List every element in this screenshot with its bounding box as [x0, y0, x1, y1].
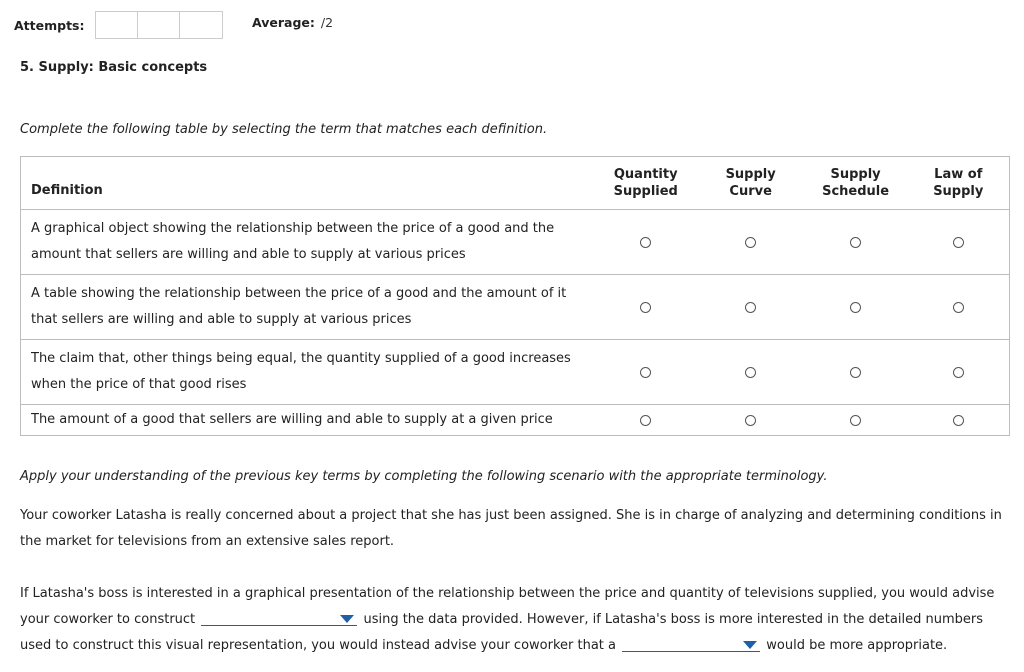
radio-button[interactable]	[640, 237, 651, 248]
radio-button[interactable]	[953, 302, 964, 313]
scenario-text: would be more appropriate.	[766, 638, 948, 653]
column-header-quantity-supplied	[594, 157, 698, 210]
average-value: /2	[320, 15, 334, 30]
radio-button[interactable]	[640, 367, 651, 378]
definition-table	[20, 156, 1010, 436]
table-row	[21, 340, 1010, 405]
column-header-line: Quantity	[613, 167, 678, 182]
attempt-box	[96, 12, 138, 38]
radio-button[interactable]	[745, 415, 756, 426]
average-label: Average:	[252, 15, 315, 30]
table-row	[21, 275, 1010, 340]
column-header-line: Supply	[725, 167, 776, 182]
term-dropdown-1[interactable]	[201, 611, 357, 626]
column-header-line: Schedule	[822, 184, 890, 199]
scenario-fill-in-paragraph	[20, 581, 1015, 659]
radio-button[interactable]	[953, 367, 964, 378]
radio-button[interactable]	[953, 237, 964, 248]
table-header-row	[21, 157, 1010, 210]
column-header-law-of-supply	[908, 157, 1010, 210]
table-row	[21, 210, 1010, 275]
radio-button[interactable]	[640, 415, 651, 426]
radio-button[interactable]	[640, 302, 651, 313]
definition-text: The claim that, other things being equal, the quantity supplied of a good increases when the price of that good rises	[21, 340, 594, 405]
column-header-line: Supplied	[613, 184, 678, 199]
attempt-box	[180, 12, 222, 38]
radio-button[interactable]	[745, 367, 756, 378]
column-header-supply-curve	[698, 157, 804, 210]
table-instruction: Complete the following table by selecting the term that matches each definition.	[20, 122, 548, 137]
attempt-box	[138, 12, 180, 38]
definition-text: The amount of a good that sellers are willing and able to supply at a given price	[21, 405, 594, 436]
attempt-boxes	[95, 11, 223, 39]
column-header-line: Supply	[830, 167, 881, 182]
scenario-paragraph: Your coworker Latasha is really concerned about a project that she has just been assigned. She is in charge of analyzing and determining conditions in the market for televisions from an extensive sales report.	[20, 508, 1002, 549]
scenario-text: using the data provided. However, if Latasha's boss is more interested in the detailed numbers used to construct this visual representation, you would instead advise your coworker that a	[20, 612, 983, 653]
column-header-line: Supply	[933, 184, 984, 199]
radio-button[interactable]	[850, 302, 861, 313]
column-header-line: Law of	[934, 167, 983, 182]
question-title: 5. Supply: Basic concepts	[20, 60, 208, 75]
column-header-supply-schedule	[804, 157, 908, 210]
radio-button[interactable]	[745, 302, 756, 313]
column-header-line: Curve	[729, 184, 772, 199]
attempts-label: Attempts:	[14, 17, 85, 33]
term-dropdown-2[interactable]	[622, 637, 760, 652]
radio-button[interactable]	[850, 367, 861, 378]
radio-button[interactable]	[850, 237, 861, 248]
caret-down-icon	[743, 641, 757, 649]
average	[252, 15, 333, 30]
attempts-row	[14, 13, 223, 37]
caret-down-icon	[340, 615, 354, 623]
definition-text: A table showing the relationship between the price of a good and the amount of it that sellers are willing and able to supply at various prices	[21, 275, 594, 340]
radio-button[interactable]	[745, 237, 756, 248]
radio-button[interactable]	[953, 415, 964, 426]
radio-button[interactable]	[850, 415, 861, 426]
table-row	[21, 405, 1010, 436]
definition-column-header: Definition	[21, 157, 594, 210]
scenario-text: If Latasha's boss is interested in a graphical presentation of the relationship between the price and quantity of televisions supplied, you would advise your coworker to construct	[20, 586, 995, 627]
definition-text: A graphical object showing the relationship between the price of a good and the amount that sellers are willing and able to supply at various prices	[21, 210, 594, 275]
scenario-instruction: Apply your understanding of the previous key terms by completing the following scenario with the appropriate terminology.	[20, 469, 828, 484]
